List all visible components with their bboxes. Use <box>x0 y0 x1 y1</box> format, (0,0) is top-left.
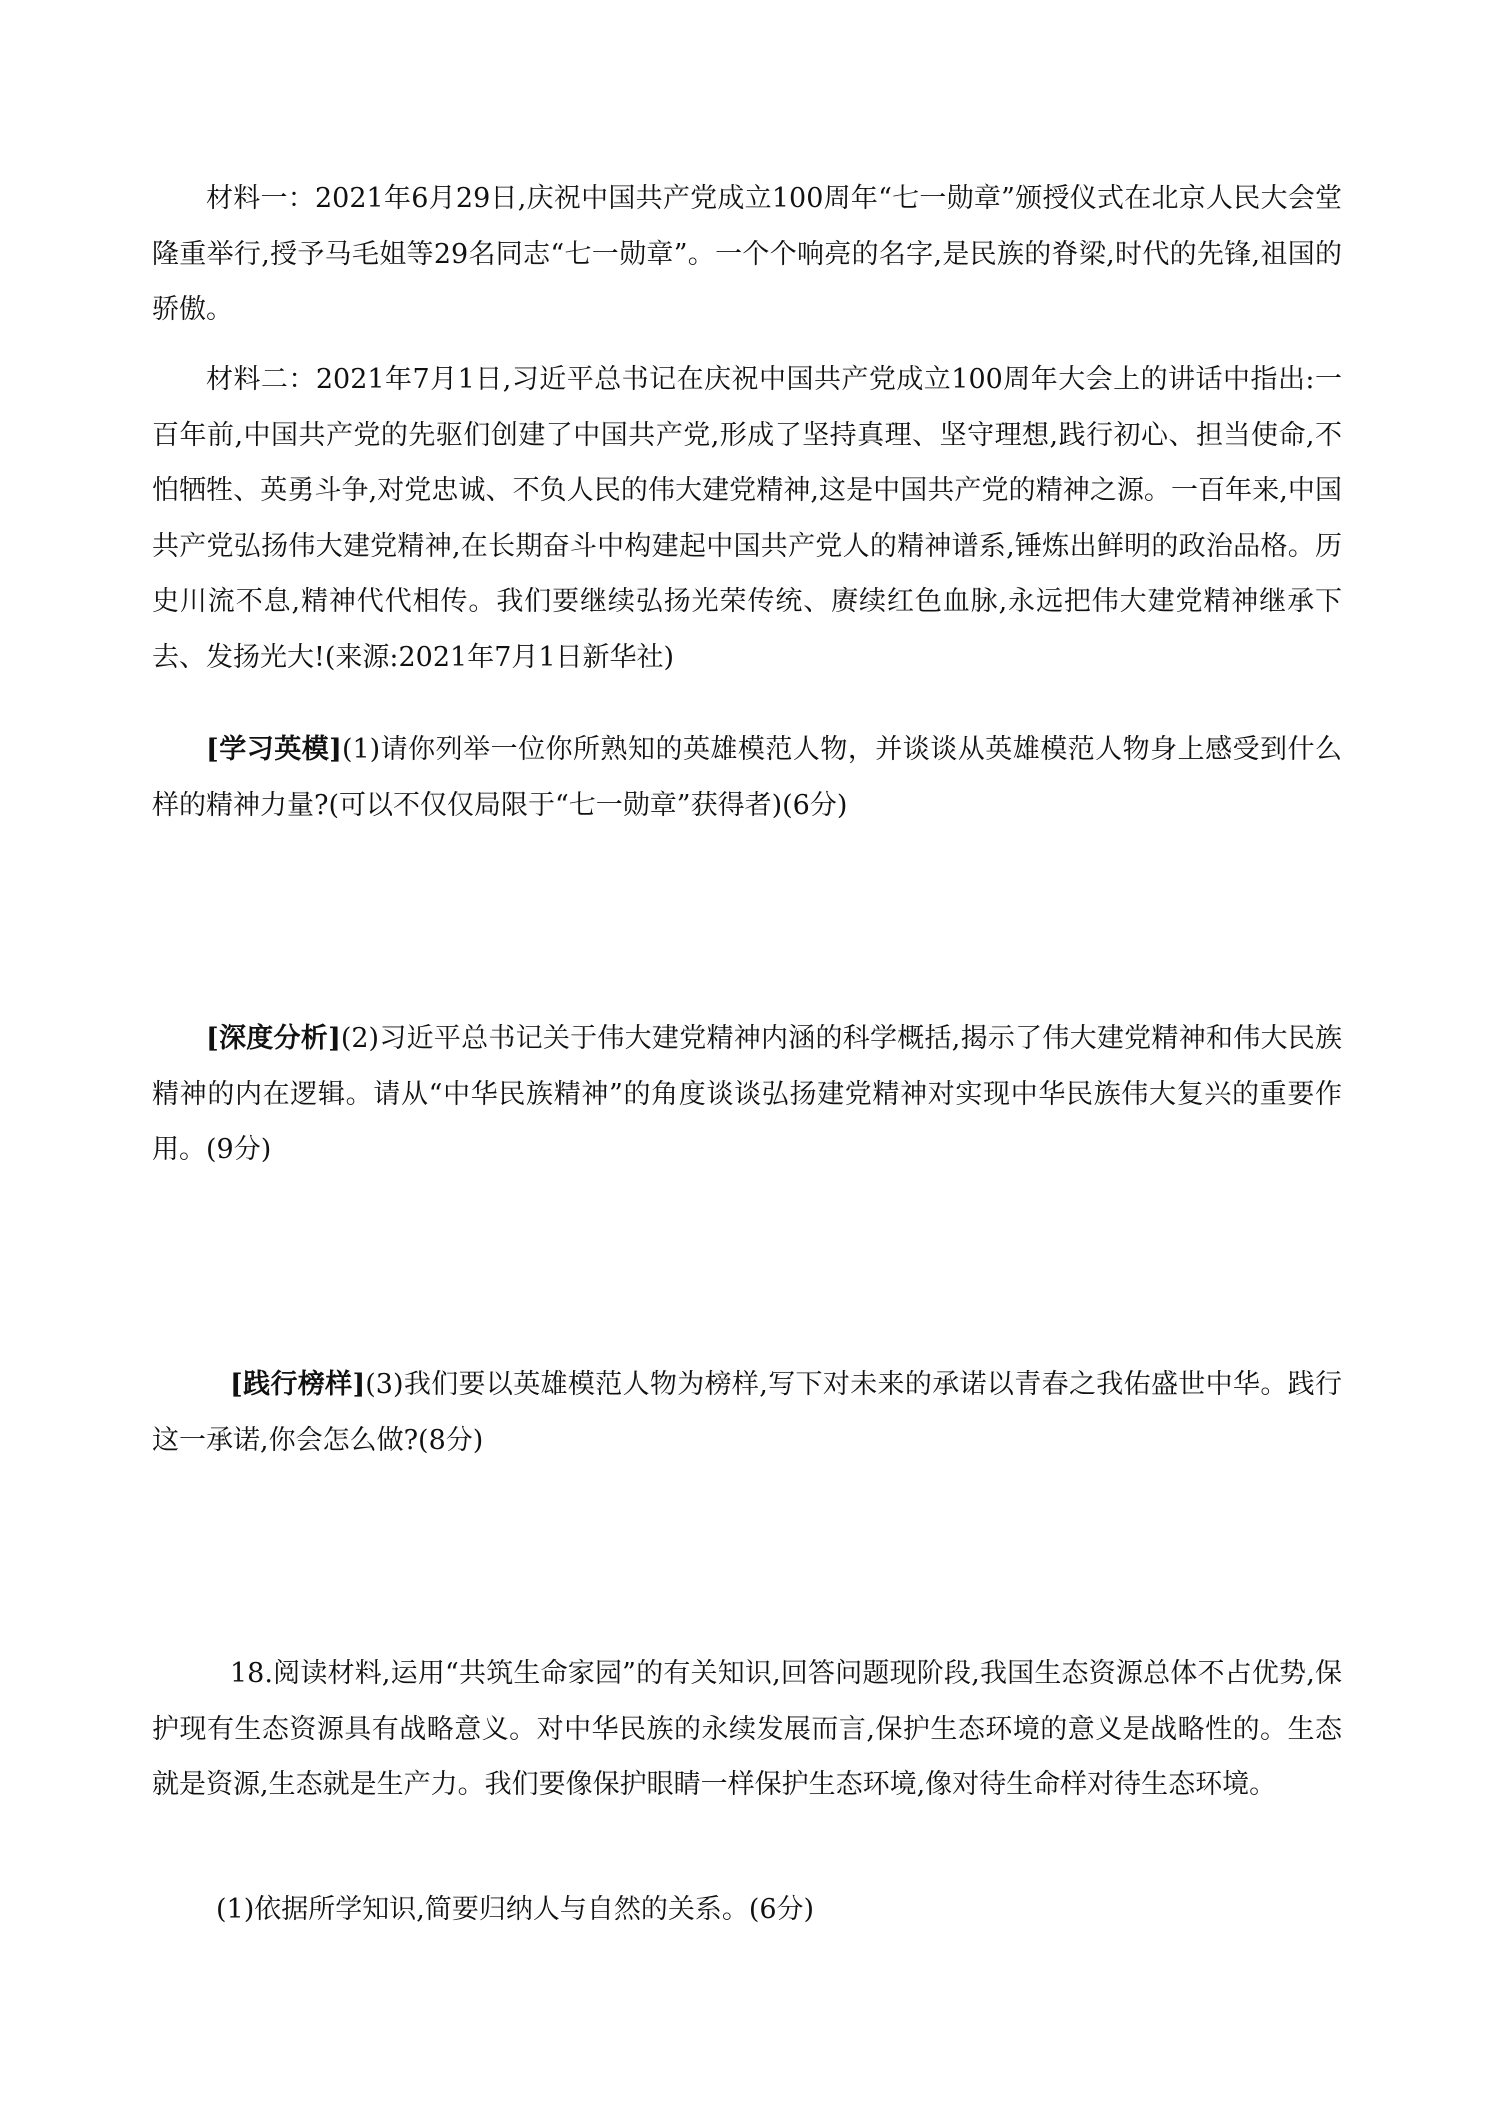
question-3 <box>152 1357 1342 1468</box>
question-3-tag: [践行榜样] <box>230 1369 366 1400</box>
question-1-text: (1)请你列举一位你所熟知的英雄模范人物，并谈谈从英雄模范人物身上感受到什么样的精神力量?(可以不仅仅局限于“七一勋章”获得者)(6分) <box>152 734 1342 821</box>
question-1 <box>152 722 1342 833</box>
question-3-text: (3)我们要以英雄模范人物为榜样,写下对未来的承诺以青春之我佑盛世中华。践行这一承诺,你会怎么做?(8分) <box>152 1369 1343 1456</box>
question-2 <box>152 1011 1342 1178</box>
question-1-tag: [学习英模] <box>206 734 342 765</box>
material-two-paragraph: 材料二：2021年7月1日,习近平总书记在庆祝中国共产党成立100周年大会上的讲话中指出:一百年前,中国共产党的先驱们创建了中国共产党,形成了坚持真理、坚守理想,践行初心、担当使命,不怕牺牲、英勇斗争,对党忠诚、不负人民的伟大建党精神,这是中国共产党的精神之源。一百年来,中国共产党弘扬伟大建党精神,在长期奋斗中构建起中国共产党人的精神谱系,锤炼出鲜明的政治品格。历史川流不息,精神代代相传。我们要继续弘扬光荣传统、赓续红色血脉,永远把伟大建党精神继承下去、发扬光大!(来源:2021年7月1日新华社) <box>152 364 1342 673</box>
question-18-stem: 18.阅读材料,运用“共筑生命家园”的有关知识,回答问题现阶段,我国生态资源总体不占优势,保护现有生态资源具有战略意义。对中华民族的永续发展而言,保护生态环境的意义是战略性的。生态就是资源,生态就是生产力。我们要像保护眼睛一样保护生态环境,像对待生命样对待生态环境。 <box>152 1658 1342 1800</box>
question-2-tag: [深度分析] <box>206 1023 341 1054</box>
question-18-sub-1: (1)依据所学知识,简要归纳人与自然的关系。(6分) <box>216 1894 815 1925</box>
material-one-paragraph: 材料一：2021年6月29日,庆祝中国共产党成立100周年“七一勋章”颁授仪式在北京人民大会堂隆重举行,授予马毛姐等29名同志“七一勋章”。一个个响亮的名字,是民族的脊梁,时代的先锋,祖国的骄傲。 <box>152 183 1342 325</box>
question-2-text: (2)习近平总书记关于伟大建党精神内涵的科学概括,揭示了伟大建党精神和伟大民族精神的内在逻辑。请从“中华民族精神”的角度谈谈弘扬建党精神对实现中华民族伟大复兴的重要作用。(9分) <box>152 1023 1342 1165</box>
